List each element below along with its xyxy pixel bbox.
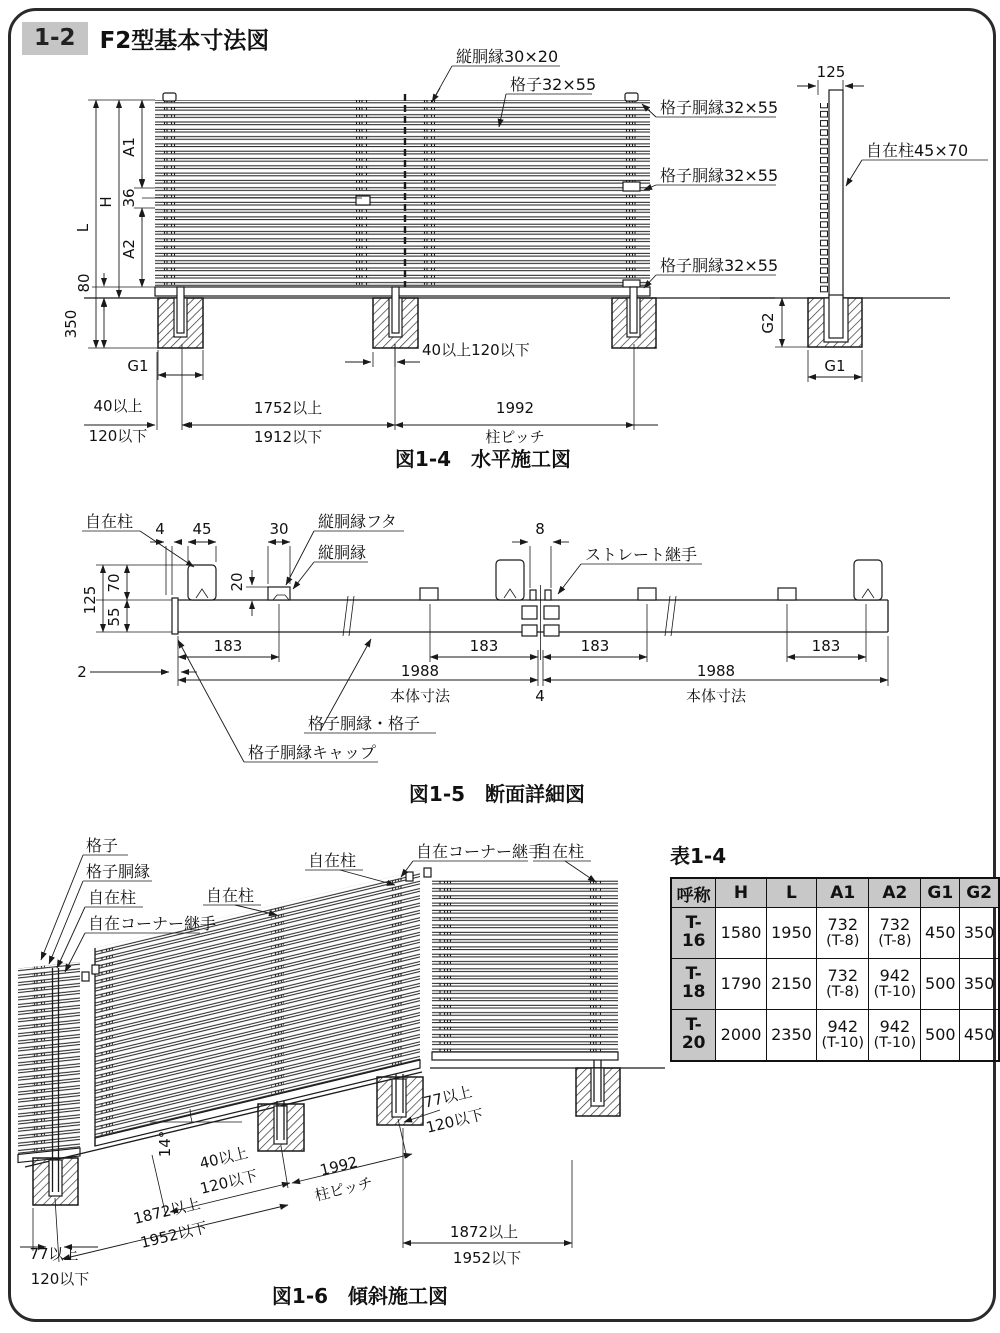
cell-h: 2000 [716, 1010, 766, 1062]
col-header-name: 呼称 [671, 878, 716, 908]
label-straight-joint: ストレート継手 [585, 545, 698, 564]
dim-label-1992: 1992 [495, 399, 535, 417]
page-title: F2型基本寸法図 [99, 28, 270, 55]
dim-label-183-2: 183 [469, 637, 499, 655]
table-title: 表1-4 [670, 844, 727, 868]
dim-label-80: 80 [75, 273, 93, 293]
spec-table-section [670, 840, 1000, 1062]
cell-g1: 450 [921, 908, 960, 959]
dim-label-pitch: 柱ピッチ [485, 428, 545, 446]
cell-h: 1790 [716, 959, 766, 1010]
col-header-a1: A1 [817, 878, 869, 908]
label-koshidobuchi-koshi: 格子胴縁・格子 [308, 714, 421, 733]
col-header-h: H [716, 878, 766, 908]
label-jizai-mid: 自在柱 [206, 886, 255, 905]
label-jizai-top: 自在柱 [536, 842, 585, 861]
dim-label-125b: 125 [81, 585, 99, 615]
label-corner-joint-top: 自在コーナー継手 [416, 842, 545, 861]
label-koshi-dobuchi-1: 格子胴縁32×55 [660, 98, 779, 117]
dim-label-1952-bottom: 1952以下 [452, 1249, 522, 1267]
dim-label-pitch-slope: 柱ピッチ [312, 1173, 375, 1205]
dim-label-55: 55 [105, 607, 123, 627]
dim-label-183-3: 183 [580, 637, 610, 655]
dim-label-1952-slope: 1952以下 [138, 1218, 210, 1252]
dim-label-8: 8 [535, 520, 545, 538]
dim-label-70: 70 [105, 573, 123, 593]
fig14-caption: 図1-4 水平施工図 [394, 447, 572, 471]
table-row [671, 1010, 999, 1062]
dim-label-1752: 1752以上 [253, 399, 323, 417]
dim-label-40over: 40以上 [93, 397, 143, 415]
row-name: T-20 [671, 1010, 716, 1062]
dim-label-183-4: 183 [811, 637, 841, 655]
spec-table [670, 877, 1000, 1062]
label-tate-dobuchi-cap: 縦胴縁フタ [318, 512, 397, 531]
dim-label-120under: 120以下 [88, 427, 148, 445]
section-number-badge: 1-2 [22, 22, 88, 55]
fig-1-5-section-detail-drawing [77, 512, 888, 806]
dim-label-A1: A1 [120, 137, 138, 157]
label-tate-dobuchi-30x20: 縦胴縁30×20 [456, 47, 559, 66]
dim-label-120under-slope: 120以下 [198, 1166, 260, 1198]
cell-g1: 500 [921, 1010, 960, 1062]
dim-label-1872-slope: 1872以上 [131, 1194, 203, 1228]
label-jizai-left: 自在柱 [88, 888, 137, 907]
dim-label-A2: A2 [120, 239, 138, 259]
cell-a2: 732 (T-8) [869, 908, 921, 959]
label-jizai-post-45x70: 自在柱45×70 [866, 141, 969, 160]
fig16-caption: 図1-6 傾斜施工図 [271, 1284, 449, 1308]
right-panel [432, 880, 618, 1060]
col-header-g1: G1 [921, 878, 960, 908]
dim-label-1912: 1912以下 [253, 428, 323, 446]
col-header-l: L [766, 878, 816, 908]
label-tate-dobuchi: 縦胴縁 [318, 543, 367, 562]
dim-label-4b: 4 [535, 687, 545, 705]
dim-label-30: 30 [269, 520, 289, 538]
dim-label-G1-front: G1 [127, 357, 149, 375]
label-koshi-dobuchi: 格子胴縁 [86, 862, 151, 881]
dim-label-45: 45 [192, 520, 212, 538]
dim-label-36: 36 [120, 188, 138, 208]
label-corner-joint-left: 自在コーナー継手 [88, 914, 217, 933]
dim-label-120under-left: 120以下 [30, 1270, 90, 1288]
cell-g2: 450 [960, 1010, 999, 1062]
cell-a2: 942 (T-10) [869, 959, 921, 1010]
row-name: T-18 [671, 959, 716, 1010]
row-name: T-16 [671, 908, 716, 959]
fig15-caption: 図1-5 断面詳細図 [408, 782, 586, 806]
fig-1-4-horizontal-installation-drawing [62, 47, 988, 471]
dim-label-hontai-2: 本体寸法 [685, 687, 747, 705]
dim-label-1872-bottom: 1872以上 [449, 1223, 519, 1241]
table-header-row [671, 878, 999, 908]
cell-g2: 350 [960, 908, 999, 959]
cell-a1: 732 (T-8) [817, 908, 869, 959]
table-row [671, 959, 999, 1010]
dim-label-77over-right: 77以上 [421, 1082, 474, 1112]
cell-l: 1950 [766, 908, 816, 959]
dim-label-G1-side: G1 [824, 357, 846, 375]
dim-label-20: 20 [228, 572, 246, 592]
dim-label-350: 350 [62, 309, 80, 339]
post-side-view [720, 80, 988, 382]
dim-label-2: 2 [77, 663, 87, 681]
cell-a1: 732 (T-8) [817, 959, 869, 1010]
label-koshi-dobuchi-2: 格子胴縁32×55 [660, 166, 779, 185]
cell-h: 1580 [716, 908, 766, 959]
cell-a2: 942 (T-10) [869, 1010, 921, 1062]
dim-label-120under-right: 120以下 [424, 1105, 486, 1137]
table-row [671, 908, 999, 959]
fence-front-view [155, 93, 650, 296]
dim-label-G2: G2 [759, 312, 777, 334]
dim-label-14deg: 14° [156, 1130, 174, 1158]
label-koshi-dobuchi-3: 格子胴縁32×55 [660, 256, 779, 275]
cell-g1: 500 [921, 959, 960, 1010]
dim-label-hontai-1: 本体寸法 [389, 687, 451, 705]
dim-label-183-1: 183 [213, 637, 243, 655]
fig-1-6-slope-installation-drawing [18, 836, 665, 1308]
label-koshi-32x55: 格子32×55 [510, 75, 597, 94]
label-koshi: 格子 [86, 836, 119, 855]
left-panel [18, 962, 80, 1163]
col-header-a2: A2 [869, 878, 921, 908]
fig15-dimension-lines [90, 542, 888, 686]
dim-label-H: H [97, 196, 115, 208]
dim-label-4a: 4 [155, 520, 165, 538]
col-header-g2: G2 [960, 878, 999, 908]
dim-label-1992-slope: 1992 [318, 1152, 360, 1180]
label-jizai-right: 自在柱 [308, 851, 357, 870]
dim-label-77over-left: 77以上 [29, 1245, 79, 1263]
dim-label-1988-1: 1988 [400, 662, 440, 680]
cell-l: 2350 [766, 1010, 816, 1062]
cell-a1: 942 (T-10) [817, 1010, 869, 1062]
cell-l: 2150 [766, 959, 816, 1010]
dim-label-125: 125 [816, 63, 846, 81]
dim-label-L: L [74, 223, 92, 233]
dim-label-40over-slope: 40以上 [197, 1143, 250, 1173]
label-jizai-post: 自在柱 [85, 512, 134, 531]
cell-g2: 350 [960, 959, 999, 1010]
dim-label-40-120: 40以上120以下 [422, 341, 530, 359]
label-koshidobuchi-cap: 格子胴縁キャップ [248, 743, 377, 762]
dim-label-1988-2: 1988 [696, 662, 736, 680]
